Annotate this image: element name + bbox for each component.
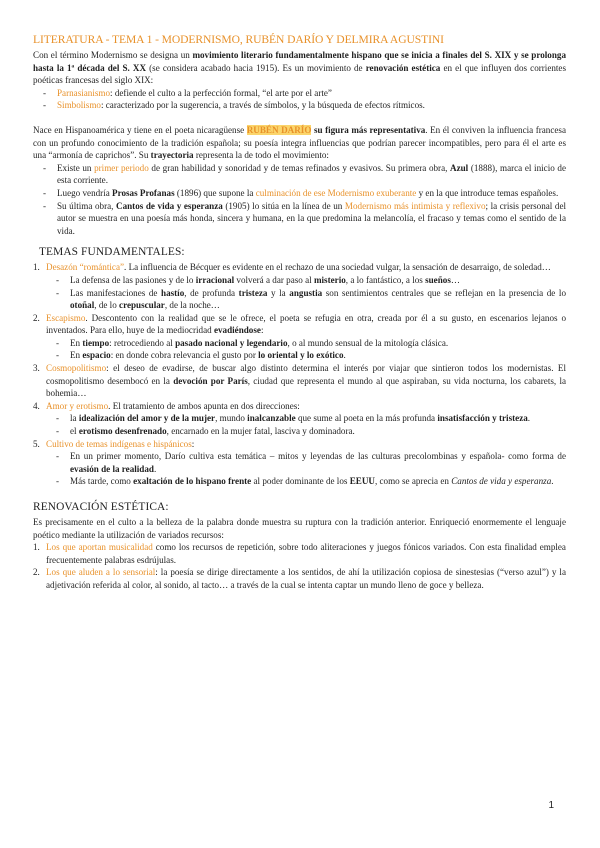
dario-bold: su figura más representativa [311,124,426,135]
document-title: LITERATURA - TEMA 1 - MODERNISMO, RUBÉN DARÍO Y DELMIRA AGUSTINI [33,33,444,46]
sub-list [46,412,566,437]
list-item: - En un primer momento, Darío cultiva esta temática – mitos y leyendas de las culturas precolombinas y española- como forma de evasión de la realidad. [70,450,566,475]
renovation-intro: Es precisamente en el culto a la belleza de la palabra donde muestra su ruptura con la tradición anterior. Enriqueció enormemente el lenguaje poético mediante la utilización de variados recursos: [33,517,566,540]
list-item: 2. Escapismo. Descontento con la realidad que se le ofrece, el poeta se refugia en otra, creada por él a su gusto, en escenarios lejanos o inventados. Para ello, huye de la mediocridad evadiéndose: - En tiempo: retrocediendo al pasado nacional y legendario, o al mundo sensual de la mitología clásica. - En espacio: en donde cobra relevancia el gusto por lo oriental y lo exótico. [46,312,566,362]
list-item: - En tiempo: retrocediendo al pasado nacional y legendario, o al mundo sensual de la mitología clásica. [70,337,566,350]
trajectory-list [33,162,566,238]
list-item: 2. Los que aluden a lo sensorial: la poesía se dirige directamente a los sentidos, de ahí la utilización copiosa de sinestesias (“verso azul”) y la adjetivación referida al color, al sonido, al tacto… a través de la cual se intenta captar un mundo lleno de goce y belleza. [33,567,566,590]
list-item: - Luego vendría Prosas Profanas (1896) que supone la culminación de ese Modernismo exuberante y en la que introduce temas españoles. [57,187,566,200]
intro-bold: movimiento literario fundamentalmente hispano que se inicia a finales del S. XIX y se prolonga hasta la 1ª década del S. XX [33,50,566,73]
list-item: - Existe un primer periodo de gran habilidad y sonoridad y de temas refinados y evasivos. Su primera obra, Azul (1888), marca el inicio de esta corriente. [57,162,566,187]
dario-text: . En él conviven la influencia francesa con un profundo conocimiento de la tradición española; su poesía integra influencias que podrían parecer incompatibles, pero para él el arte es una “armonía de caprichos”. Su [33,124,567,161]
sub-list [46,450,566,488]
document-page [33,33,566,592]
sub-list [46,274,566,312]
current-desc: : caracterizado por la sugerencia, a través de símbolos, y la búsqueda de efectos rítmicos. [100,100,425,111]
themes-list [33,261,566,488]
dario-text: representa la de todo el movimiento: [193,150,329,161]
list-item: 5. Cultivo de temas indígenas e hispánicos: - En un primer momento, Darío cultiva esta temática – mitos y leyendas de las culturas precolombinas y española- como forma de evasión de la realidad. - Más tarde, como exaltación de lo hispano frente al poder dominante de los EEUU, como se aprecia en Cantos de vida y esperanza. [46,438,566,488]
dario-paragraph [33,124,566,162]
list-item: - el erotismo desenfrenado, encarnado en la mujer fatal, lasciva y dominadora. [70,425,566,438]
dario-bold: trayectoria [150,150,194,161]
list-item: 3. Cosmopolitismo: el deseo de evadirse, de buscar algo distinto determina el interés por viajar que sintieron todos los modernistas. El cosmopolitismo desembocó en la devoción por París, ciudad que representa el mundo al que aspiraban, su vida nocturna, los cabarets, la bohemia… [33,363,567,399]
intro-text: Con el término Modernismo se designa un [33,50,193,60]
renovation-list [33,541,566,591]
intro-paragraph [33,49,566,87]
renovation-heading: RENOVACIÓN ESTÉTICA: [33,501,169,513]
list-item: - La defensa de las pasiones y de lo irracional volverá a dar paso al misterio, a lo fantástico, a los sueños… [70,274,566,287]
intro-text: en el que influyen dos corrientes poéticas francesas del siglo XIX: [33,62,567,86]
list-item: - Las manifestaciones de hastío, de profunda tristeza y la angustia son sentimientos centrales que se reflejan en la presencia de lo otoñal, de lo crepuscular, de la noche… [70,287,566,312]
list-item [57,87,566,100]
list-item: 4. Amor y erotismo. El tratamiento de ambos apunta en dos direcciones: - la idealización del amor y de la mujer, mundo inalcanzable que sume al poeta en la más profunda insatisfacción y tristeza. - el erotismo desenfrenado, encarnado en la mujer fatal, lasciva y dominadora. [46,400,566,438]
currents-list [33,87,566,112]
sub-list [46,337,566,362]
current-desc: : defiende el culto a la perfección formal, “el arte por el arte” [110,87,332,98]
dario-text: Nace en Hispanoamérica y tiene en el poeta nicaragüense [33,124,247,135]
list-item: - Más tarde, como exaltación de lo hispano frente al poder dominante de los EEUU, como se aprecia en Cantos de vida y esperanza. [70,475,566,488]
intro-bold: renovación estética [365,62,441,73]
current-name: Simbolismo [57,100,101,111]
list-item: - la idealización del amor y de la mujer, mundo inalcanzable que sume al poeta en la más profunda insatisfacción y tristeza. [70,412,566,425]
list-item: 1. Desazón “romántica”. La influencia de Bécquer es evidente en el rechazo de una sociedad vulgar, la sensación de desarraigo, de soledad… - La defensa de las pasiones y de lo irracional volverá a dar paso al misterio, a lo fantástico, a los sueños… - Las manifestaciones de hastío, de profunda tristeza y la angustia son sentimientos centrales que se reflejan en la presencia de lo otoñal, de lo crepuscular, de la noche… [46,261,566,311]
intro-text: (se considera acabado hacia 1915). Es un movimiento de [146,62,366,73]
list-item [57,99,566,112]
list-item: - En espacio: en donde cobra relevancia el gusto por lo oriental y lo exótico. [70,349,566,362]
dario-name-highlight: RUBÉN DARÍO [246,124,312,135]
page-number: 1 [548,800,554,811]
list-item: 1. Los que aportan musicalidad como los recursos de repetición, sobre todo aliteraciones y juegos fónicos variados. Con esta finalidad emplea frecuentemente palabras esdrújulas. [33,542,566,565]
themes-heading: TEMAS FUNDAMENTALES: [39,246,185,259]
current-name: Parnasianismo [57,87,111,98]
list-item: - Su última obra, Cantos de vida y esperanza (1905) lo sitúa en la línea de un Modernismo más intimista y reflexivo; la crisis personal del autor se muestra en una poesía más honda, sincera y humana, en la que predomina la melancolía, el fracaso y temas como el sentido de la vida. [57,200,566,238]
